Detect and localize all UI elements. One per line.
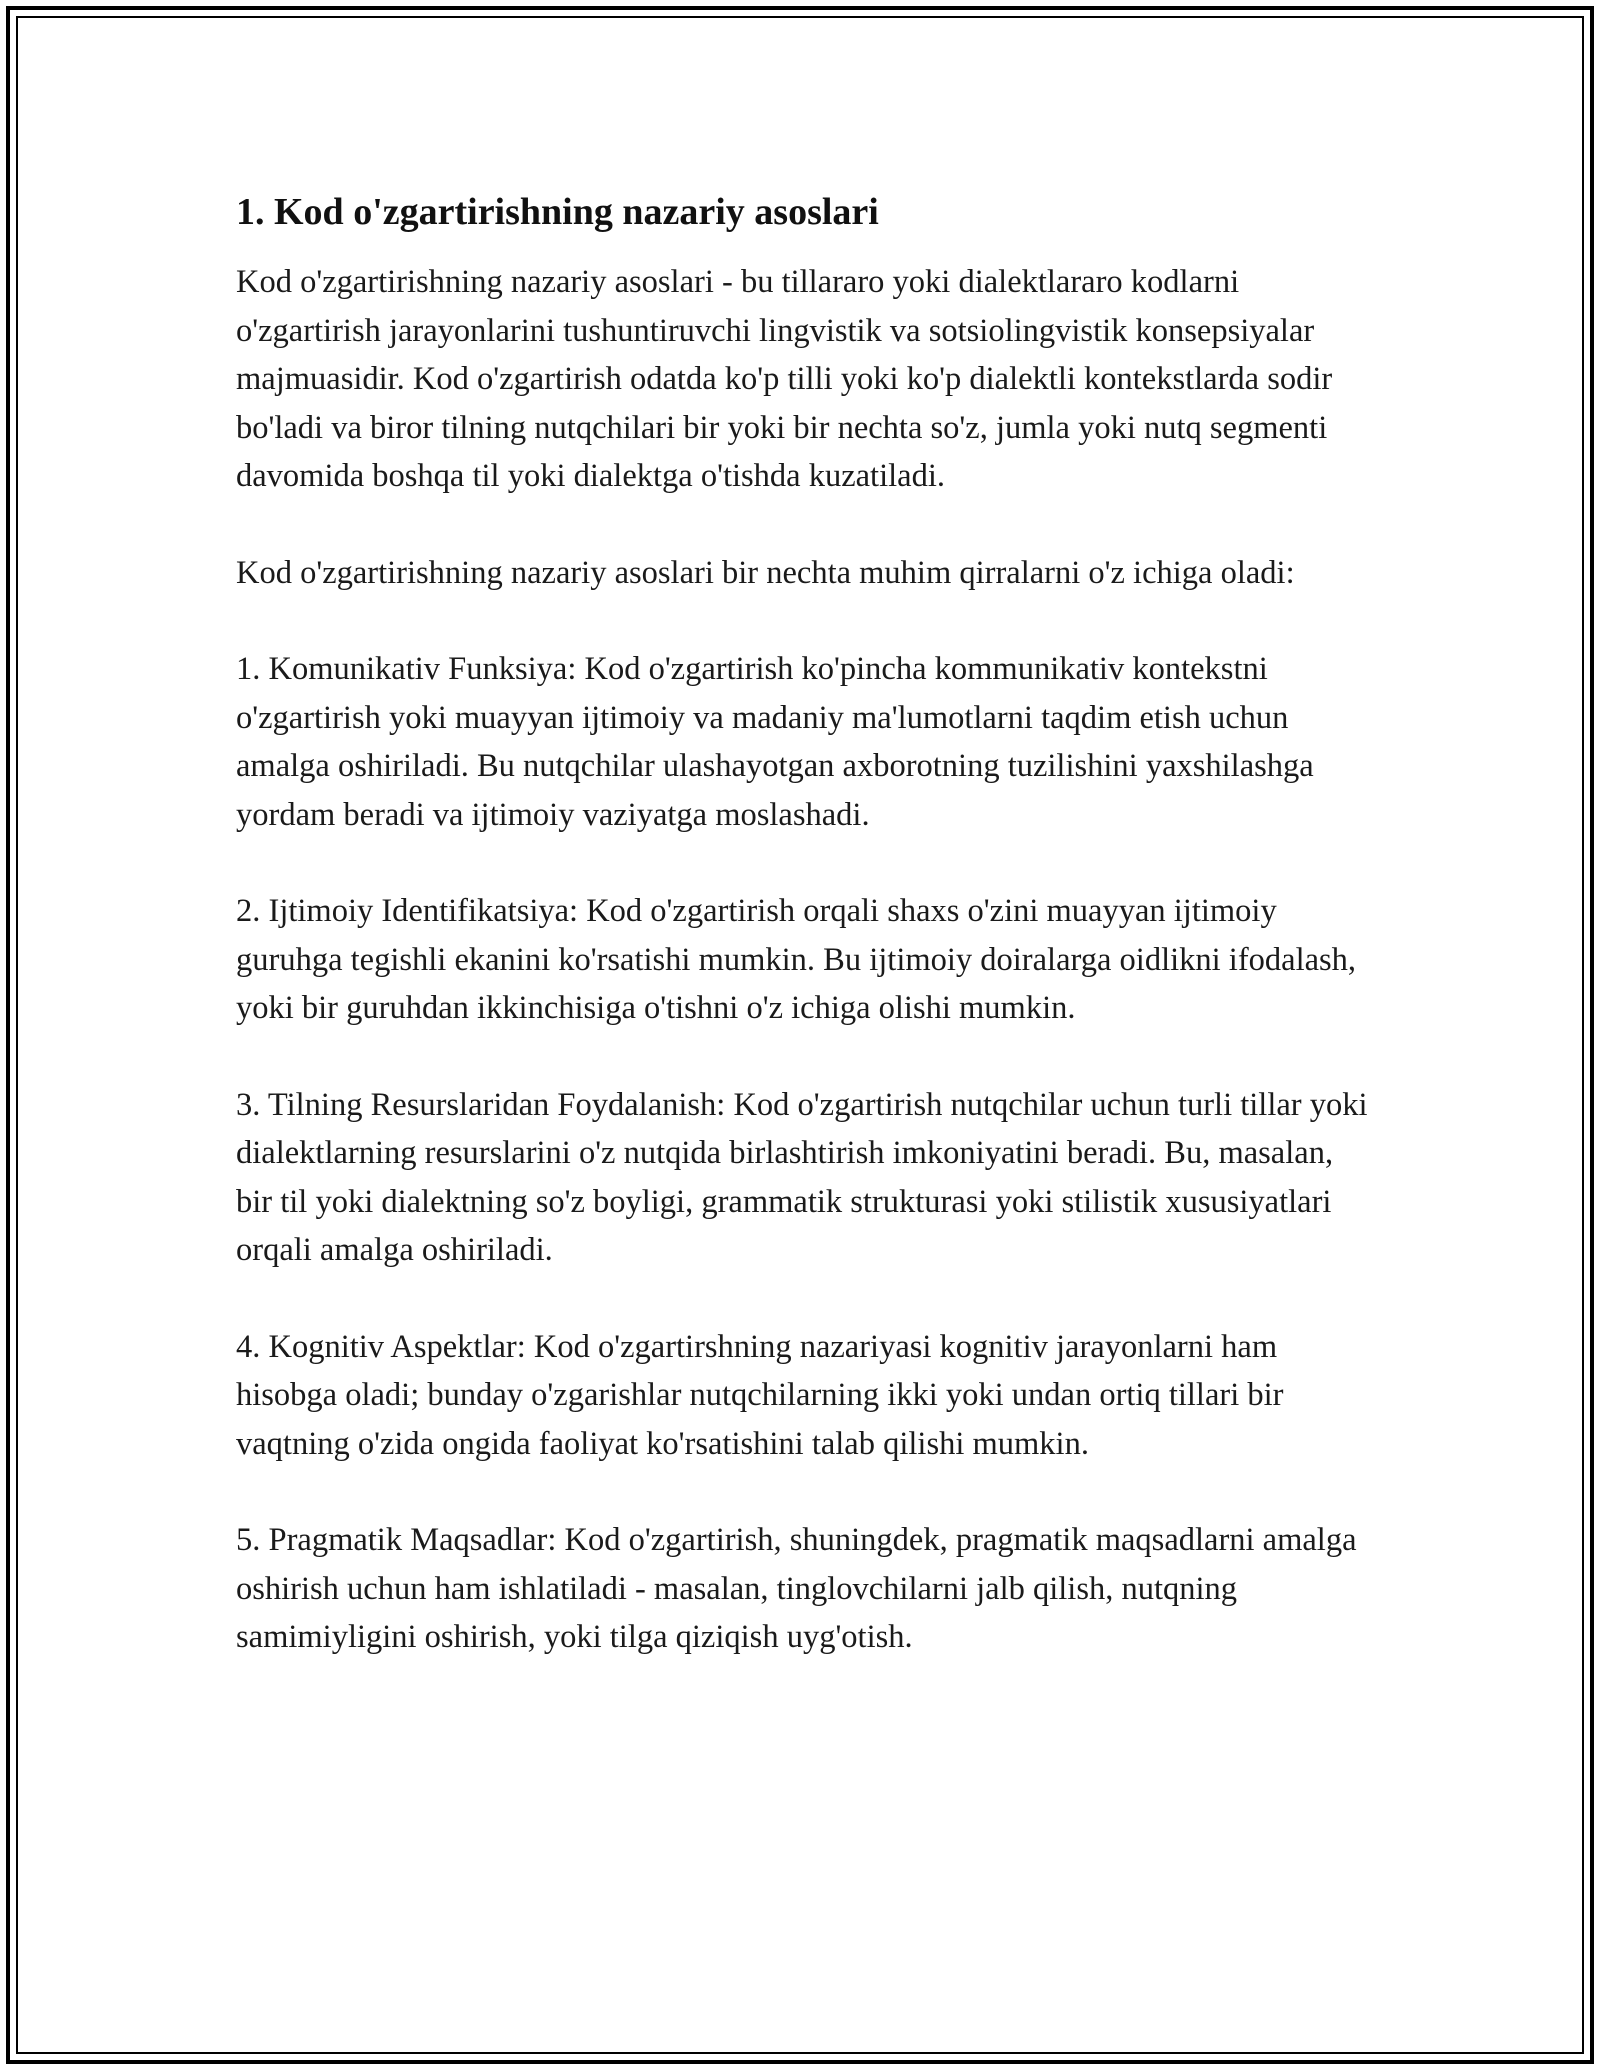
point-communicative-function: 1. Komunikativ Funksiya: Kod o'zgartirish ko'pincha kommunikativ kontekstni o'zgartirish yoki muayyan ijtimoiy va madaniy ma'lumotlarni taqdim etish uchun amalga oshiriladi. Bu nutqchilar ulashayotgan axborotning tuzilishini yaxshilashga yordam beradi va ijtimoiy vaziyatga moslashadi. bbox=[236, 651, 1314, 833]
point-pragmatic-goals: 5. Pragmatik Maqsadlar: Kod o'zgartirish, shuningdek, pragmatik maqsadlarni amalga oshirish uchun ham ishlatiladi - masalan, tinglovchilarni jalb qilish, nutqning samimiyligini oshirish, yoki tilga qiziqish uyg'otish. bbox=[236, 1522, 1357, 1655]
point-language-resources: 3. Tilning Resurslaridan Foydalanish: Kod o'zgartirish nutqchilar uchun turli tillar yoki dialektlarning resurslarini o'z nutqida birlashtirish imkoniyatini beradi. Bu, masalan, bir til yoki dialektning so'z boyligi, grammatik strukturasi yoki stilistik xususiyatlari orqali amalga oshiriladi. bbox=[236, 1086, 1368, 1268]
lead-in-paragraph: Kod o'zgartirishning nazariy asoslari bir nechta muhim qirralarni o'z ichiga oladi: bbox=[236, 554, 1295, 591]
point-social-identification: 2. Ijtimoiy Identifikatsiya: Kod o'zgartirish orqali shaxs o'zini muayyan ijtimoiy guruhga tegishli ekanini ko'rsatishi mumkin. Bu ijtimoiy doiralarga oidlikni ifodalash, yoki bir guruhdan ikkinchisiga o'tishni o'z ichiga olishi mumkin. bbox=[236, 893, 1357, 1026]
document-body bbox=[236, 184, 1376, 1662]
point-cognitive-aspects: 4. Kognitiv Aspektlar: Kod o'zgartirshning nazariyasi kognitiv jarayonlarni ham hisobga oladi; bunday o'zgarishlar nutqchilarning ikki yoki undan ortiq tillari bir vaqtning o'zida ongida faoliyat ko'rsatishini talab qilishi mumkin. bbox=[236, 1328, 1284, 1462]
document-title: 1. Kod o'zgartirishning nazariy asoslari bbox=[236, 191, 879, 233]
intro-paragraph: Kod o'zgartirishning nazariy asoslari - bu tillararo yoki dialektlararo kodlarni o'zgartirish jarayonlarini tushuntiruvchi lingvistik va sotsiolingvistik konsepsiyalar majmuasidir. Kod o'zgartirish odatda ko'p tilli yoki ko'p dialektli kontekstlarda sodir bo'ladi va biror tilning nutqchilari bir yoki bir nechta so'z, jumla yoki nutq segmenti davomida boshqa til yoki dialektga o'tishda kuzatiladi. bbox=[236, 264, 1333, 494]
